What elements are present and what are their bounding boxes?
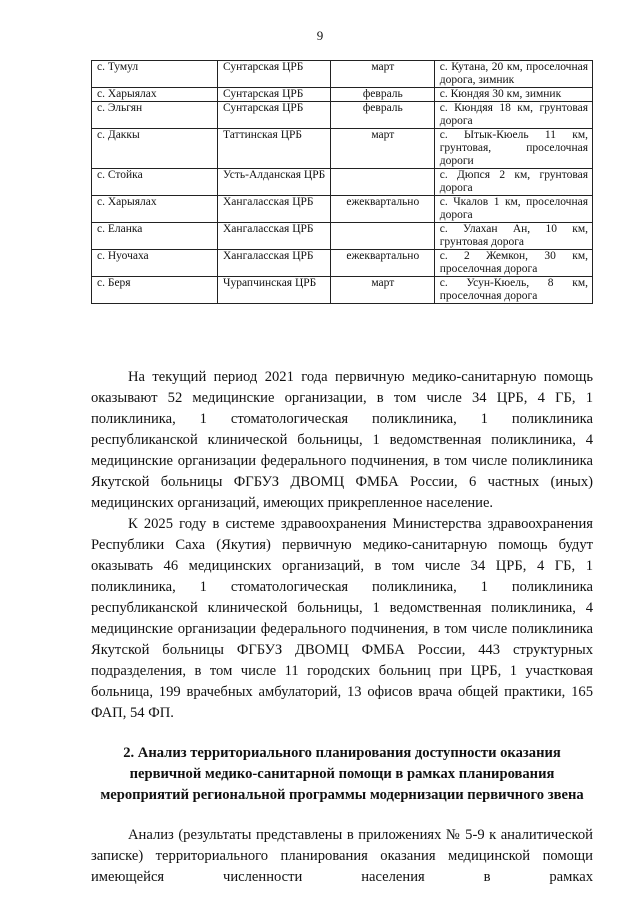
table-row	[92, 129, 593, 169]
visit-period-cell: март	[330, 129, 434, 169]
settlement-cell: с. Тумул	[92, 61, 218, 88]
settlement-cell: с. Стойка	[92, 169, 218, 196]
table-row	[92, 169, 593, 196]
settlement-cell: с. Даккы	[92, 129, 218, 169]
settlement-cell: с. Харыялах	[92, 196, 218, 223]
visit-period-cell: февраль	[330, 88, 434, 102]
hospital-cell: Усть-Алданская ЦРБ	[218, 169, 331, 196]
hospital-cell: Хангаласская ЦРБ	[218, 196, 331, 223]
table-row	[92, 196, 593, 223]
hospital-cell: Чурапчинская ЦРБ	[218, 277, 331, 304]
paragraph-2025-plan: К 2025 году в системе здравоохранения Министерства здравоохранения Республики Саха (Якутия) первичную медико-санитарную помощь будут оказывать 46 медицинских организаций, в том числе 34 ЦРБ, 4 ГБ, 1 поликлиника, 1 стоматологическая поликлиника, 1 поликлиника республиканской клинической больницы, 1 ведомственная поликлиника, 4 медицинские организации федерального подчинения, в том числе поликлиника Якутской больницы ФГБУЗ ДВОМЦ ФМБА России, 443 структурных подразделения, в том числе 11 городских больниц при ЦРБ, 1 участковая больница, 199 врачебных амбулаторий, 13 офисов врача общей практики, 165 ФАП, 54 ФП.	[91, 516, 593, 721]
hospital-cell: Хангаласская ЦРБ	[218, 223, 331, 250]
page-number: 9	[316, 28, 324, 43]
visit-period-cell	[330, 223, 434, 250]
visit-period-cell	[330, 169, 434, 196]
hospital-cell: Таттинская ЦРБ	[218, 129, 331, 169]
access-route-cell: с. Дюпся 2 км, грунтовая дорога	[434, 169, 592, 196]
access-route-cell: с. Кюндяя 18 км, грунтовая дорога	[434, 102, 592, 129]
access-route-cell: с. Улахан Ан, 10 км, грунтовая дорога	[434, 223, 592, 250]
paragraph-analysis: Анализ (результаты представлены в приложениях № 5-9 к аналитической записке) территориального планирования оказания медицинской помощи имеющейся численности населения в рамках	[91, 827, 593, 885]
settlement-cell: с. Еланка	[92, 223, 218, 250]
visit-period-cell: март	[330, 277, 434, 304]
visit-period-cell: март	[330, 61, 434, 88]
table-row	[92, 223, 593, 250]
page-content	[91, 367, 593, 888]
hospital-cell: Сунтарская ЦРБ	[218, 61, 331, 88]
hospital-cell: Хангаласская ЦРБ	[218, 250, 331, 277]
visit-schedule-table	[91, 60, 593, 304]
schedule-table-body	[92, 61, 593, 304]
access-route-cell: с. Чкалов 1 км, проселочная дорога	[434, 196, 592, 223]
visit-period-cell: февраль	[330, 102, 434, 129]
access-route-cell: с. 2 Жемкон, 30 км, проселочная дорога	[434, 250, 592, 277]
table-row	[92, 88, 593, 102]
hospital-cell: Сунтарская ЦРБ	[218, 88, 331, 102]
access-route-cell: с. Кутана, 20 км, проселочная дорога, зимник	[434, 61, 592, 88]
settlement-cell: с. Нуочаха	[92, 250, 218, 277]
settlement-cell: с. Эльгян	[92, 102, 218, 129]
settlement-cell: с. Харыялах	[92, 88, 218, 102]
visit-period-cell: ежеквартально	[330, 196, 434, 223]
access-route-cell: с. Кюндяя 30 км, зимник	[434, 88, 592, 102]
paragraph-current-period: На текущий период 2021 года первичную медико-санитарную помощь оказывают 52 медицинские организации, в том числе 34 ЦРБ, 4 ГБ, 1 поликлиника, 1 стоматологическая поликлиника, 1 поликлиника республиканской клинической больницы, 1 ведомственная поликлиника, 4 медицинские организации федерального подчинения, в том числе поликлиника Якутской больницы ФГБУЗ ДВОМЦ ФМБА России, 6 частных (иных) медицинских организаций, имеющих прикрепленное население.	[91, 369, 593, 511]
table-row	[92, 250, 593, 277]
table-row	[92, 61, 593, 88]
table-row	[92, 102, 593, 129]
section-heading: 2. Анализ территориального планирования доступности оказания первичной медико-санитарной помощи в рамках планирования мероприятий региональной программы модернизации первичного звена	[100, 745, 584, 803]
access-route-cell: с. Ытык-Кюель 11 км, грунтовая, проселочная дороги	[434, 129, 592, 169]
hospital-cell: Сунтарская ЦРБ	[218, 102, 331, 129]
access-route-cell: с. Усун-Кюель, 8 км, проселочная дорога	[434, 277, 592, 304]
table-row	[92, 277, 593, 304]
visit-period-cell: ежеквартально	[330, 250, 434, 277]
settlement-cell: с. Беря	[92, 277, 218, 304]
